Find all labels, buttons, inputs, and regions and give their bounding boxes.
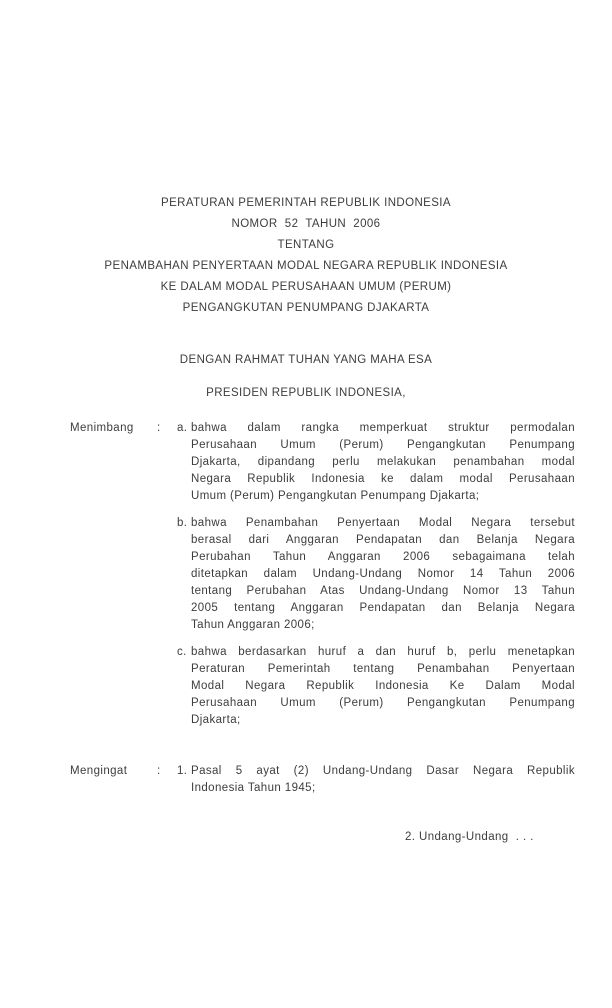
item-marker: a. — [177, 422, 188, 434]
section-label-mengingat: Mengingat — [70, 765, 128, 777]
title-line-subject-2: KE DALAM MODAL PERUSAHAAN UMUM (PERUM) — [160, 281, 452, 293]
title-line-subject-3: PENGANGKUTAN PENUMPANG DJAKARTA — [182, 302, 430, 314]
consideration-item-b — [177, 515, 575, 634]
item-text: bahwa dalam rangka memperkuat struktur permodalan Perusahaan Umum (Perum) Pengangkutan Penumpang Djakarta, dipandang perlu melakukan penambahan modal Negara Republik Indonesia ke dalam modal Perusahaan Umum (Perum) Pengangkutan Penumpang Djakarta; — [191, 422, 575, 502]
item-marker: c. — [177, 646, 187, 658]
title-line-tentang: TENTANG — [277, 239, 335, 251]
issuer-line: PRESIDEN REPUBLIK INDONESIA, — [206, 387, 406, 399]
consideration-list — [177, 420, 575, 729]
item-marker: b. — [177, 517, 188, 529]
section-label-menimbang: Menimbang — [70, 422, 134, 434]
section-colon: : — [157, 422, 161, 434]
consideration-item-a — [177, 420, 575, 505]
legal-basis-list — [177, 763, 575, 797]
title-line-subject-1: PENAMBAHAN PENYERTAAN MODAL NEGARA REPUBLIK INDONESIA — [104, 260, 508, 272]
item-text: bahwa Penambahan Penyertaan Modal Negara tersebut berasal dari Anggaran Pendapatan dan Belanja Negara Perubahan Tahun Anggaran 2006 sebagaimana telah ditetapkan dalam Undang-Undang Nomor 14 Tahun 2006 tentang Perubahan Atas Undang-Undang Nomor 13 Tahun 2005 tentang Anggaran Pendapatan dan Belanja Negara Tahun Anggaran 2006; — [191, 517, 575, 631]
item-text: bahwa berdasarkan huruf a dan huruf b, perlu menetapkan Peraturan Pemerintah tentang Penambahan Penyertaan Modal Negara Republik Indonesia Ke Dalam Modal Perusahaan Umum (Perum) Pengangkutan Penumpang Djakarta; — [191, 646, 575, 726]
legal-basis-item-1 — [177, 763, 575, 797]
title-line-regulation: PERATURAN PEMERINTAH REPUBLIK INDONESIA — [161, 197, 451, 209]
invocation-line: DENGAN RAHMAT TUHAN YANG MAHA ESA — [179, 354, 433, 366]
title-line-number: NOMOR 52 TAHUN 2006 — [231, 218, 381, 230]
page-catchword: 2. Undang-Undang . . . — [405, 831, 534, 843]
item-marker: 1. — [177, 765, 188, 777]
consideration-item-c — [177, 644, 575, 729]
item-text: Pasal 5 ayat (2) Undang-Undang Dasar Negara Republik Indonesia Tahun 1945; — [191, 765, 575, 794]
document-title — [0, 193, 612, 319]
section-colon: : — [157, 765, 161, 777]
